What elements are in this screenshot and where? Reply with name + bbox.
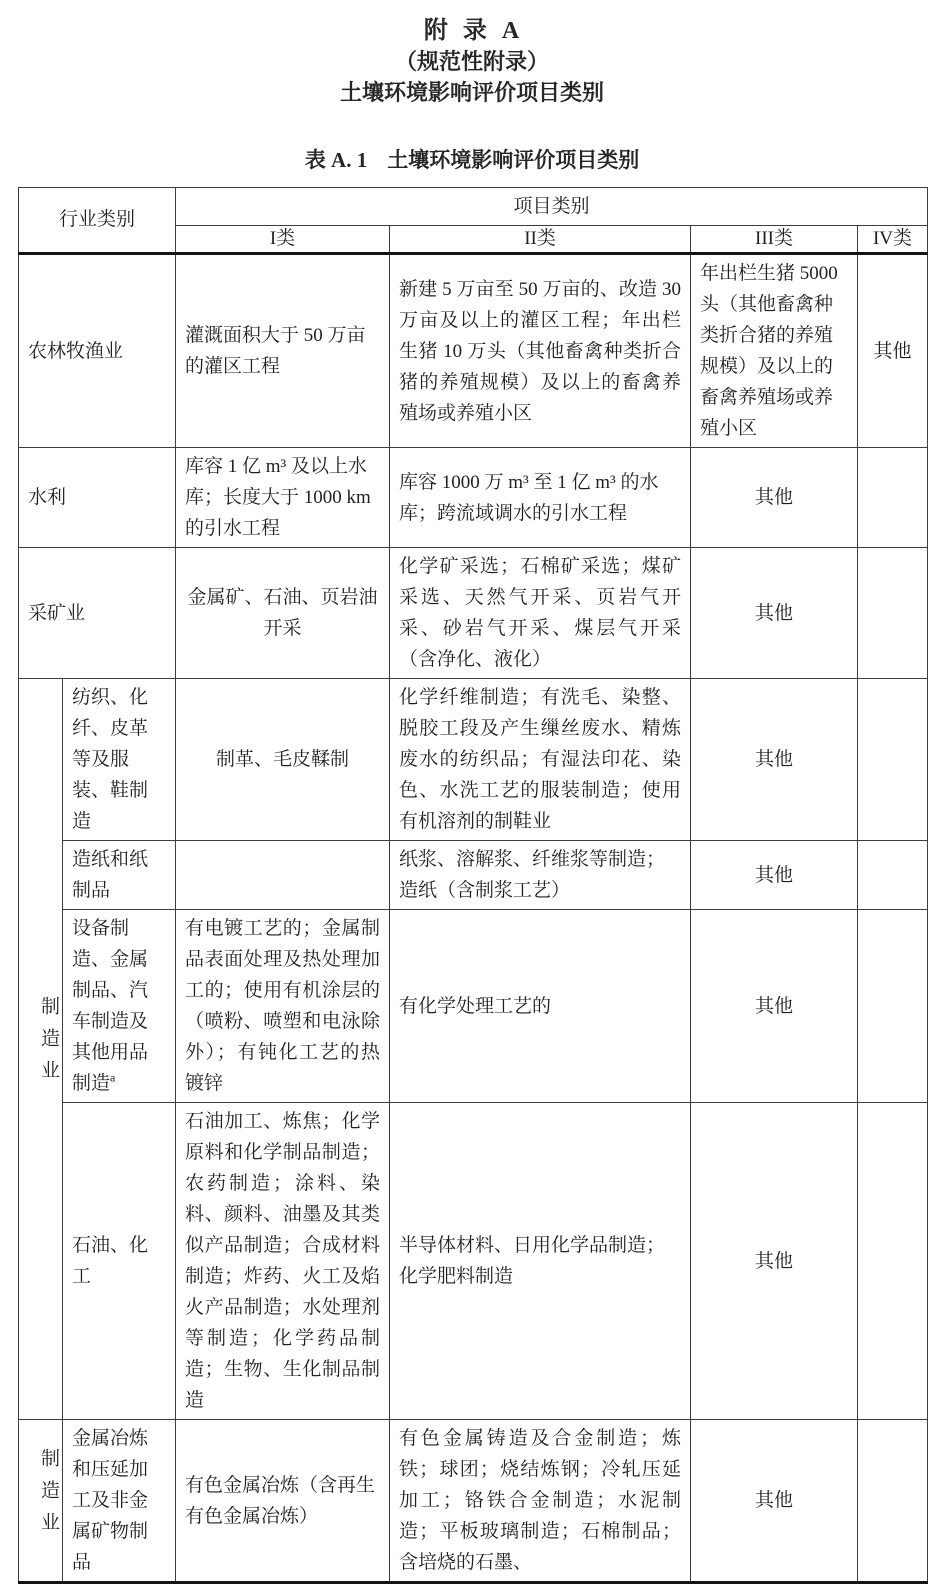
header-class-4: IV类 [858,226,928,254]
cell-petrochemical-class4 [858,1103,928,1420]
cell-paper-class4 [858,841,928,910]
cell-equipment-class3: 其他 [691,910,858,1103]
table-row [19,679,928,841]
cell-metallurgy-label: 金属冶炼和压延加工及非金属矿物制品 [63,1420,176,1583]
cell-petrochemical-class1: 石油加工、炼焦；化学原料和化学制品制造；农药制造；涂料、染料、颜料、油墨及其类似产品制造；合成材料制造；炸药、火工及焰火产品制造；水处理剂等制造；化学药品制造；生物、生化制品制造 [176,1103,390,1420]
cell-water-label: 水利 [19,448,176,548]
table-row [19,448,928,548]
table-row [19,548,928,679]
cell-textile-class1: 制革、毛皮鞣制 [176,679,390,841]
appendix-title: 附 录 A [423,18,521,44]
cell-equipment-class1: 有电镀工艺的；金属制品表面处理及热处理加工的；使用有机涂层的（喷粉、喷塑和电泳除外）；有钝化工艺的热镀锌 [176,910,390,1103]
cell-petrochemical-class2: 半导体材料、日用化学品制造；化学肥料制造 [390,1103,691,1420]
caption-title: 土壤环境影响评价项目类别 [387,148,640,172]
cell-water-class3: 其他 [691,448,858,548]
header-class-1: I类 [176,226,390,254]
cell-textile-class4 [858,679,928,841]
cell-mining-class4 [858,548,928,679]
cell-agriculture-class2: 新建 5 万亩至 50 万亩的、改造 30 万亩及以上的灌区工程；年出栏生猪 10 万头（其他畜禽种类折合猪的养殖规模）及以上的畜禽养殖场或养殖小区 [390,254,691,448]
group-label-manufacturing-1: 制造业 [19,679,63,1420]
cell-metallurgy-class1: 有色金属冶炼（含再生有色金属冶炼） [176,1420,390,1583]
table-row [19,1103,928,1420]
caption-label: 表 A. 1 [304,148,368,172]
cell-agriculture-label: 农林牧渔业 [19,254,176,448]
cell-paper-class1 [176,841,390,910]
cell-water-class4 [858,448,928,548]
cell-agriculture-class3: 年出栏生猪 5000 头（其他畜禽种类折合猪的养殖规模）及以上的畜禽养殖场或养殖小区 [691,254,858,448]
heading-block [0,16,944,108]
table-row [19,841,928,910]
annex-subject-line: 土壤环境影响评价项目类别 [339,80,604,105]
table-row [19,1420,928,1583]
footnote-marker-a: a [110,1070,116,1085]
cell-petrochemical-label: 石油、化工 [63,1103,176,1420]
cell-paper-class2: 纸浆、溶解浆、纤维浆等制造；造纸（含制浆工艺） [390,841,691,910]
header-industry-category: 行业类别 [19,188,176,254]
cell-textile-class3: 其他 [691,679,858,841]
cell-paper-label: 造纸和纸制品 [63,841,176,910]
cell-mining-class2: 化学矿采选；石棉矿采选；煤矿采选、天然气开采、页岩气开采、砂岩气开采、煤层气开采（含净化、液化） [390,548,691,679]
cell-equipment-label: 设备制造、金属制品、汽车制造及其他用品制造$^a$ [63,910,176,1103]
cell-paper-class3: 其他 [691,841,858,910]
cell-metallurgy-class4 [858,1420,928,1583]
header-project-category: 项目类别 [176,188,928,226]
normative-annex-line: （规范性附录） [394,49,549,74]
cell-metallurgy-class3: 其他 [691,1420,858,1583]
table-caption [0,144,944,174]
group-label-manufacturing-2: 制造业 [19,1420,63,1583]
cell-mining-label: 采矿业 [19,548,176,679]
cell-petrochemical-class3: 其他 [691,1103,858,1420]
cell-textile-label: 纺织、化纤、皮革等及服装、鞋制造 [63,679,176,841]
cell-equipment-class2: 有化学处理工艺的 [390,910,691,1103]
header-class-2: II类 [390,226,691,254]
cell-mining-class1: 金属矿、石油、页岩油开采 [176,548,390,679]
table-row [19,254,928,448]
table-row [19,910,928,1103]
header-class-3: III类 [691,226,858,254]
cell-water-class1: 库容 1 亿 m³ 及以上水库；长度大于 1000 km 的引水工程 [176,448,390,548]
cell-agriculture-class1: 灌溉面积大于 50 万亩的灌区工程 [176,254,390,448]
cell-water-class2: 库容 1000 万 m³ 至 1 亿 m³ 的水库；跨流域调水的引水工程 [390,448,691,548]
cell-metallurgy-class2: 有色金属铸造及合金制造；炼铁；球团；烧结炼钢；冷轧压延加工；铬铁合金制造；水泥制造；平板玻璃制造；石棉制品；含培烧的石墨、 [390,1420,691,1583]
cell-textile-class2: 化学纤维制造；有洗毛、染整、脱胶工段及产生缫丝废水、精炼废水的纺织品；有湿法印花、染色、水洗工艺的服装制造；使用有机溶剂的制鞋业 [390,679,691,841]
cell-mining-class3: 其他 [691,548,858,679]
project-category-table [18,187,928,1584]
cell-equipment-class4 [858,910,928,1103]
cell-agriculture-class4: 其他 [858,254,928,448]
